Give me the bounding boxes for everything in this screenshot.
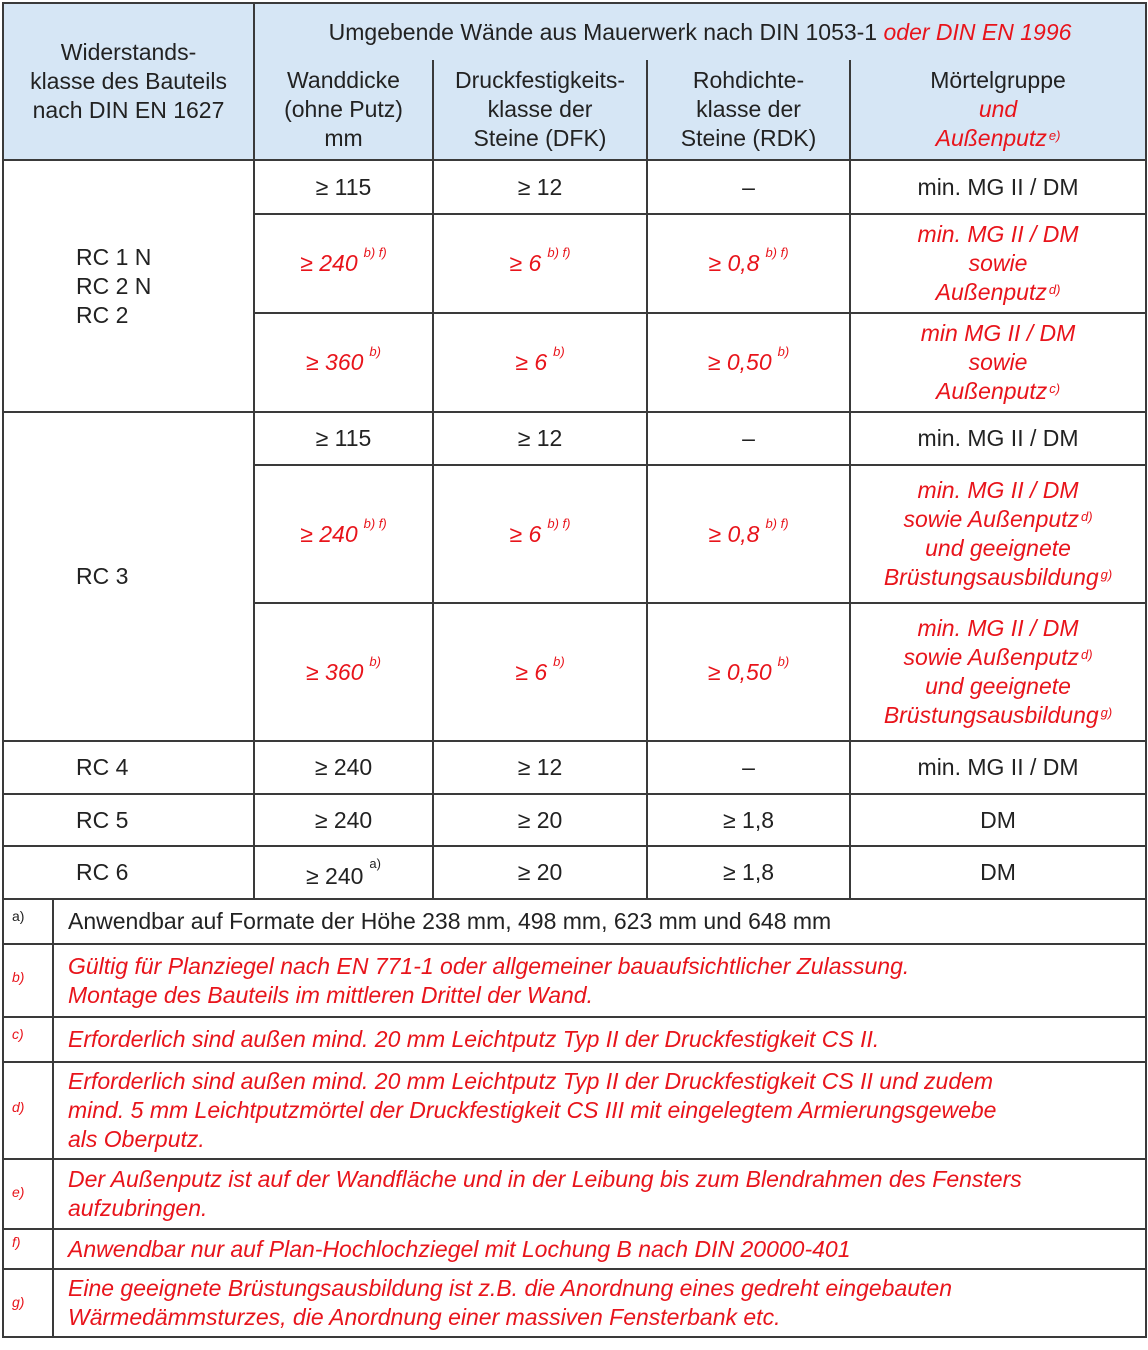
- class-cell-rc1-rc2: [3, 160, 254, 412]
- rdk-cell: [647, 313, 850, 412]
- footnote-line: aufzubringen.: [68, 1195, 208, 1221]
- dfk-cell: ≥ 12: [433, 741, 647, 794]
- value-text: ≥ 0,50: [707, 349, 772, 375]
- rdk-cell: ≥ 1,8: [647, 846, 850, 899]
- header-class-line-3: nach DIN EN 1627: [32, 97, 225, 123]
- header-wall-thickness: [254, 60, 433, 160]
- header-group-title: [254, 3, 1146, 60]
- footnote-line: Der Außenputz ist auf der Wandfläche und in der Leibung bis zum Blendrahmen des Fensters: [68, 1166, 1022, 1192]
- footnote-ref: b) f): [547, 245, 571, 260]
- wall-line-2: (ohne Putz): [284, 96, 403, 122]
- footnote-row: [3, 1062, 1146, 1159]
- mortar-cell: DM: [850, 846, 1146, 899]
- mortar-line-2: und: [978, 96, 1018, 122]
- class-cell-rc6: RC 6: [3, 846, 254, 899]
- mortar-cell: [850, 313, 1146, 412]
- rdk-cell: [647, 465, 850, 603]
- mortar-line-3-text: Außenputz: [935, 125, 1047, 151]
- header-row-1: [3, 3, 1146, 60]
- header-density-class: [647, 60, 850, 160]
- mortar-line-text: sowie Außenputz: [903, 506, 1080, 532]
- header-compressive-strength: [433, 60, 647, 160]
- wall-cell: [254, 313, 433, 412]
- footnote-row: [3, 944, 1146, 1017]
- dfk-line-3: Steine (DFK): [473, 125, 607, 151]
- dfk-cell: [433, 214, 647, 313]
- mortar-line-text: Brüstungsausbildung: [883, 564, 1099, 590]
- footnote-ref: g): [1100, 705, 1113, 720]
- footnote-row: [3, 1159, 1146, 1229]
- footnote-mark-a: a): [3, 899, 53, 944]
- footnote-mark-d: d): [3, 1062, 53, 1159]
- mortar-line: min. MG II / DM: [917, 615, 1079, 641]
- footnote-row: [3, 1017, 1146, 1062]
- footnote-ref: b): [369, 653, 381, 669]
- dfk-line-1: Druckfestigkeits-: [455, 67, 625, 93]
- wall-cell: ≥ 115: [254, 160, 433, 214]
- footnote-line: Anwendbar nur auf Plan-Hochlochziegel mit Lochung B nach DIN 20000-401: [68, 1235, 851, 1262]
- value-text: ≥ 240: [300, 520, 358, 547]
- footnote-line: Erforderlich sind außen mind. 20 mm Leichtputz Typ II der Druckfestigkeit CS II und zudem: [68, 1068, 994, 1094]
- rdk-line-1: Rohdichte-: [692, 67, 805, 93]
- footnote-line: Erforderlich sind außen mind. 20 mm Leichtputz Typ II der Druckfestigkeit CS II.: [68, 1026, 880, 1052]
- header-mortar-group: [850, 60, 1146, 160]
- footnote-ref-a: a): [369, 856, 381, 871]
- mortar-line: [855, 643, 1141, 672]
- header-class-line-1: Widerstands-: [60, 39, 197, 65]
- class-cell-rc5: RC 5: [3, 794, 254, 846]
- group-title-text: Umgebende Wände aus Mauerwerk nach DIN 1053-1: [328, 18, 878, 45]
- wall-cell: [254, 465, 433, 603]
- dfk-line-2: klasse der: [487, 96, 593, 122]
- footnote-mark-e: e): [3, 1159, 53, 1229]
- dfk-cell: [433, 603, 647, 741]
- footnote-ref: d): [1081, 509, 1093, 524]
- class-rc2n: RC 2 N: [76, 272, 152, 299]
- footnote-ref: b): [777, 344, 790, 359]
- footnote-text-f: [53, 1229, 1146, 1269]
- footnote-line: Wärmedämmsturzes, die Anordnung einer massiven Fensterbank etc.: [68, 1304, 781, 1330]
- footnote-ref: g): [1100, 567, 1113, 582]
- footnote-mark-b: b): [3, 944, 53, 1017]
- mortar-line-3: [855, 124, 1141, 153]
- rdk-line-3: Steine (RDK): [680, 125, 817, 151]
- value-text: ≥ 6: [515, 349, 548, 375]
- class-cell-rc3: RC 3: [3, 412, 254, 741]
- table-row: [3, 846, 1146, 899]
- header-class-line-2: klasse des Bauteils: [30, 68, 227, 94]
- mortar-line-text: Außenputz: [935, 378, 1048, 404]
- wall-cell: [254, 846, 433, 899]
- dfk-cell: ≥ 20: [433, 794, 647, 846]
- footnote-ref: d): [1081, 647, 1093, 662]
- footnote-mark-g: g): [3, 1269, 53, 1337]
- footnote-ref: b) f): [765, 245, 789, 260]
- mortar-cell: DM: [850, 794, 1146, 846]
- value-text: ≥ 360: [306, 658, 364, 685]
- mortar-cell: [850, 214, 1146, 313]
- footnote-line: Montage des Bauteils im mittleren Drittel der Wand.: [68, 981, 593, 1008]
- value-text: ≥ 240: [300, 250, 358, 276]
- footnote-line: Eine geeignete Brüstungsausbildung ist z.B. die Anordnung eines gedreht eingebauten: [68, 1275, 953, 1301]
- footnote-ref: b): [553, 344, 565, 359]
- dfk-cell: ≥ 12: [433, 412, 647, 465]
- value-text: ≥ 6: [509, 250, 542, 276]
- mortar-line: und geeignete: [925, 673, 1071, 699]
- mortar-line: sowie: [968, 349, 1028, 375]
- mortar-line: min MG II / DM: [920, 320, 1076, 346]
- value-text: ≥ 0,8: [708, 520, 760, 547]
- footnote-line: mind. 5 mm Leichtputzmörtel der Druckfestigkeit CS III mit eingelegtem Armierungsgewebe: [68, 1097, 997, 1123]
- footnote-ref: b): [369, 344, 381, 359]
- header-resistance-class: [3, 3, 254, 160]
- mortar-line: min. MG II / DM: [917, 221, 1079, 247]
- rdk-cell: ≥ 1,8: [647, 794, 850, 846]
- footnote-row: [3, 1229, 1146, 1269]
- footnote-line: als Oberputz.: [68, 1126, 205, 1152]
- wall-cell: ≥ 115: [254, 412, 433, 465]
- mortar-line-text: Außenputz: [935, 279, 1047, 305]
- rdk-cell: [647, 603, 850, 741]
- mortar-cell: min. MG II / DM: [850, 160, 1146, 214]
- value-text: ≥ 360: [306, 349, 364, 375]
- footnote-ref-e: e): [1048, 128, 1061, 143]
- table-row: [3, 741, 1146, 794]
- rdk-cell: –: [647, 412, 850, 465]
- footnote-mark-c: c): [3, 1017, 53, 1062]
- footnote-text-d: [53, 1062, 1146, 1159]
- dfk-cell: [433, 313, 647, 412]
- dfk-cell: [433, 465, 647, 603]
- mortar-line: [855, 701, 1141, 730]
- class-rc1n: RC 1 N: [76, 243, 152, 270]
- wall-cell: [254, 214, 433, 313]
- mortar-cell: min. MG II / DM: [850, 412, 1146, 465]
- mortar-cell: [850, 465, 1146, 603]
- dfk-cell: ≥ 12: [433, 160, 647, 214]
- rdk-cell: –: [647, 741, 850, 794]
- masonry-requirements-table: [2, 2, 1147, 1338]
- footnote-line: Anwendbar auf Formate der Höhe 238 mm, 498 mm, 623 mm und 648 mm: [68, 908, 832, 934]
- rdk-cell: [647, 214, 850, 313]
- mortar-line: [855, 377, 1141, 406]
- table-row: [3, 160, 1146, 214]
- value-text: ≥ 6: [509, 520, 542, 547]
- footnote-mark-f: f): [3, 1229, 53, 1269]
- mortar-cell: [850, 603, 1146, 741]
- footnote-row: [3, 1269, 1146, 1337]
- table-row: [3, 794, 1146, 846]
- mortar-line: und geeignete: [925, 535, 1071, 561]
- mortar-line-1: Mörtelgruppe: [930, 67, 1066, 93]
- rdk-cell: –: [647, 160, 850, 214]
- footnote-text-e: [53, 1159, 1146, 1229]
- wall-line-3: mm: [324, 125, 363, 151]
- footnote-text-b: [53, 944, 1146, 1017]
- footnote-ref: b) f): [765, 515, 789, 531]
- value-text: ≥ 6: [515, 658, 548, 685]
- footnote-ref: b): [553, 653, 565, 669]
- wall-cell: ≥ 240: [254, 794, 433, 846]
- value-text: ≥ 240: [306, 863, 364, 889]
- footnote-text-c: [53, 1017, 1146, 1062]
- footnote-ref: b) f): [363, 515, 387, 531]
- mortar-line: [855, 563, 1141, 592]
- footnote-ref: c): [1049, 381, 1061, 396]
- group-title-red-text: oder DIN EN 1996: [883, 18, 1072, 45]
- mortar-line: min. MG II / DM: [917, 477, 1079, 503]
- mortar-line-text: Brüstungsausbildung: [883, 702, 1099, 728]
- wall-cell: [254, 603, 433, 741]
- footnote-ref: d): [1048, 282, 1061, 297]
- dfk-cell: ≥ 20: [433, 846, 647, 899]
- class-cell-rc4: RC 4: [3, 741, 254, 794]
- value-text: ≥ 0,50: [707, 658, 772, 685]
- footnote-ref: b) f): [363, 245, 387, 260]
- footnote-ref: b): [777, 653, 790, 669]
- footnote-row: [3, 899, 1146, 944]
- rdk-line-2: klasse der: [696, 96, 801, 122]
- value-text: ≥ 0,8: [708, 250, 760, 276]
- mortar-line: [855, 505, 1141, 534]
- footnote-text-a: [53, 899, 1146, 944]
- mortar-cell: min. MG II / DM: [850, 741, 1146, 794]
- footnote-text-g: [53, 1269, 1146, 1337]
- footnote-line: Gültig für Planziegel nach EN 771-1 oder allgemeiner bauaufsichtlicher Zulassung.: [68, 952, 910, 979]
- mortar-line: sowie: [968, 250, 1028, 276]
- wall-cell: ≥ 240: [254, 741, 433, 794]
- mortar-line: [855, 278, 1141, 307]
- class-rc2: RC 2: [76, 301, 129, 328]
- wall-line-1: Wanddicke: [287, 67, 400, 93]
- table-row: [3, 412, 1146, 465]
- mortar-line-text: sowie Außenputz: [903, 644, 1080, 670]
- footnote-ref: b) f): [547, 515, 571, 531]
